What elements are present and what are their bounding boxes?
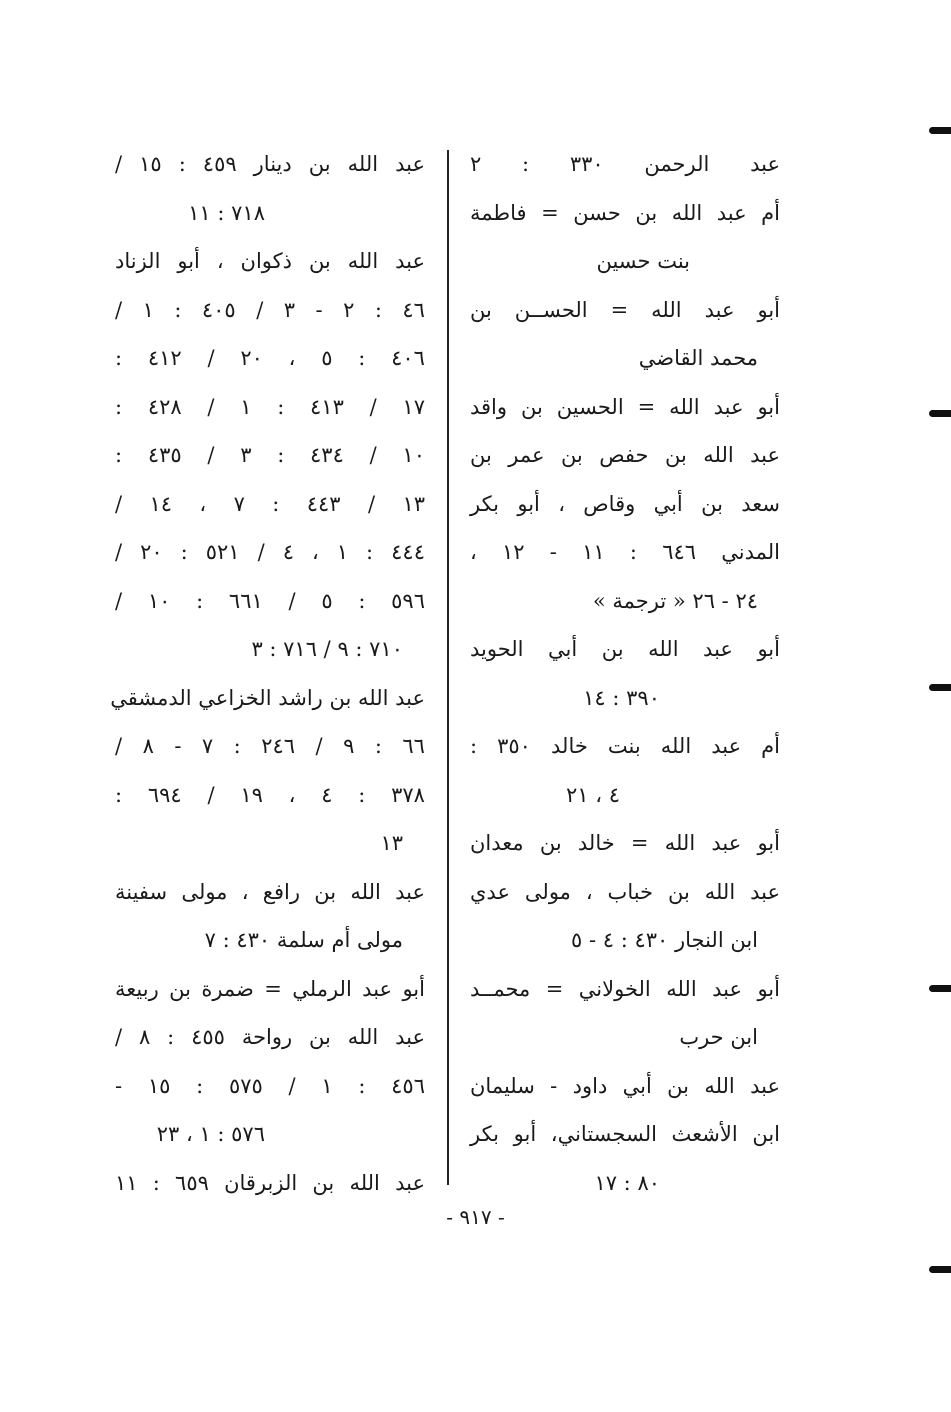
index-entry: أبو عبد الله = خالد بن معدان bbox=[470, 831, 780, 855]
index-entry: أم عبد الله بنت خالد ٣٥٠ : bbox=[470, 734, 780, 758]
index-entry: أبو عبد الرملي = ضمرة بن ربيعة bbox=[115, 976, 425, 1001]
index-entry: عبد الله بن خباب ، مولى عدي bbox=[470, 879, 780, 904]
index-entry-continuation: سعد بن أبي وقاص ، أبو بكر bbox=[470, 491, 780, 516]
index-entry-continuation: المدني ٦٤٦ : ١١ - ١٢ ، bbox=[470, 540, 780, 564]
index-entry: أبو عبد الله الخولاني = محمــد bbox=[470, 976, 780, 1001]
index-entry: عبد الله بن دينار ٤٥٩ : ١٥ / bbox=[115, 152, 425, 176]
index-entry-continuation: ابن الأشعث السجستاني، أبو بكر bbox=[470, 1122, 780, 1146]
index-entry-continuation: ٣٩٠ : ١٤ bbox=[583, 685, 660, 710]
index-entry: أم عبد الله بن حسن = فاطمة bbox=[470, 200, 780, 225]
index-entry: عبد الله بن راشد الخزاعي الدمشقي bbox=[110, 685, 425, 710]
scan-edge-mark bbox=[929, 127, 951, 134]
scan-edge-mark bbox=[929, 985, 951, 992]
index-entry: عبد الله بن الزبرقان ٦٥٩ : ١١ bbox=[115, 1170, 425, 1195]
page-number: - ٩١٧ - bbox=[446, 1205, 505, 1229]
column-divider bbox=[447, 150, 449, 1185]
index-entry-continuation: ٤٦ : ٢ - ٣ / ٤٠٥ : ١ / bbox=[115, 297, 425, 322]
index-entry: عبد الله بن رواحة ٤٥٥ : ٨ / bbox=[115, 1025, 425, 1049]
index-entry: أبو عبد الله = الحســن بن bbox=[470, 297, 780, 322]
index-entry: عبد الرحمن ٣٣٠ : ٢ bbox=[470, 152, 780, 176]
index-column-right bbox=[470, 140, 780, 1207]
index-entry-continuation: ٨٠ : ١٧ bbox=[594, 1170, 660, 1195]
index-entry-continuation: ابن حرب bbox=[679, 1025, 758, 1049]
index-entry-continuation: بنت حسين bbox=[596, 249, 690, 273]
scan-edge-mark bbox=[929, 684, 951, 691]
index-entry-continuation: ابن النجار ٤٣٠ : ٤ - ٥ bbox=[571, 928, 758, 952]
index-column-left bbox=[110, 140, 425, 1207]
index-entry: عبد الله بن رافع ، مولى سفينة bbox=[115, 879, 425, 904]
index-entry-continuation: ٥٧٦ : ١ ، ٢٣ bbox=[156, 1122, 265, 1146]
index-entry-continuation: محمد القاضي bbox=[638, 346, 758, 370]
index-entry: عبد الله بن حفص بن عمر بن bbox=[470, 443, 780, 467]
index-entry-continuation: ٤٤٤ : ١ ، ٤ / ٥٢١ : ٢٠ / bbox=[115, 540, 425, 564]
index-entry-continuation: ٦٦ : ٩ / ٢٤٦ : ٧ - ٨ / bbox=[115, 734, 425, 758]
index-entry: عبد الله بن أبي داود - سليمان bbox=[470, 1073, 780, 1098]
scan-edge-mark bbox=[929, 410, 951, 417]
index-entry-continuation: مولى أم سلمة ٤٣٠ : ٧ bbox=[204, 928, 403, 952]
index-entry-continuation: ٧١٨ : ١١ bbox=[188, 200, 265, 225]
index-entry-continuation: ٧١٠ : ٩ / ٧١٦ : ٣ bbox=[251, 637, 403, 661]
index-entry-continuation: ٥٩٦ : ٥ / ٦٦١ : ١٠ / bbox=[115, 588, 425, 613]
index-entry-continuation: ٤ ، ٢١ bbox=[566, 782, 620, 807]
index-entry-continuation: ٢٤ - ٢٦ « ترجمة » bbox=[592, 588, 758, 613]
index-entry-continuation: ١٣ / ٤٤٣ : ٧ ، ١٤ / bbox=[115, 491, 425, 516]
index-entry: أبو عبد الله = الحسين بن واقد bbox=[470, 394, 780, 419]
index-entry-continuation: ١٧ / ٤١٣ : ١ / ٤٢٨ : bbox=[115, 394, 425, 419]
index-entry: أبو عبد الله بن أبي الحويد bbox=[470, 637, 780, 661]
index-entry: عبد الله بن ذكوان ، أبو الزناد bbox=[115, 249, 425, 273]
scan-edge-mark bbox=[929, 1266, 951, 1273]
index-entry-continuation: ٤٠٦ : ٥ ، ٢٠ / ٤١٢ : bbox=[115, 346, 425, 370]
index-entry-continuation: ١٠ / ٤٣٤ : ٣ / ٤٣٥ : bbox=[115, 443, 425, 467]
index-entry-continuation: ١٣ bbox=[380, 831, 403, 855]
index-entry-continuation: ٤٥٦ : ١ / ٥٧٥ : ١٥ - bbox=[115, 1073, 425, 1098]
index-entry-continuation: ٣٧٨ : ٤ ، ١٩ / ٦٩٤ : bbox=[115, 782, 425, 807]
